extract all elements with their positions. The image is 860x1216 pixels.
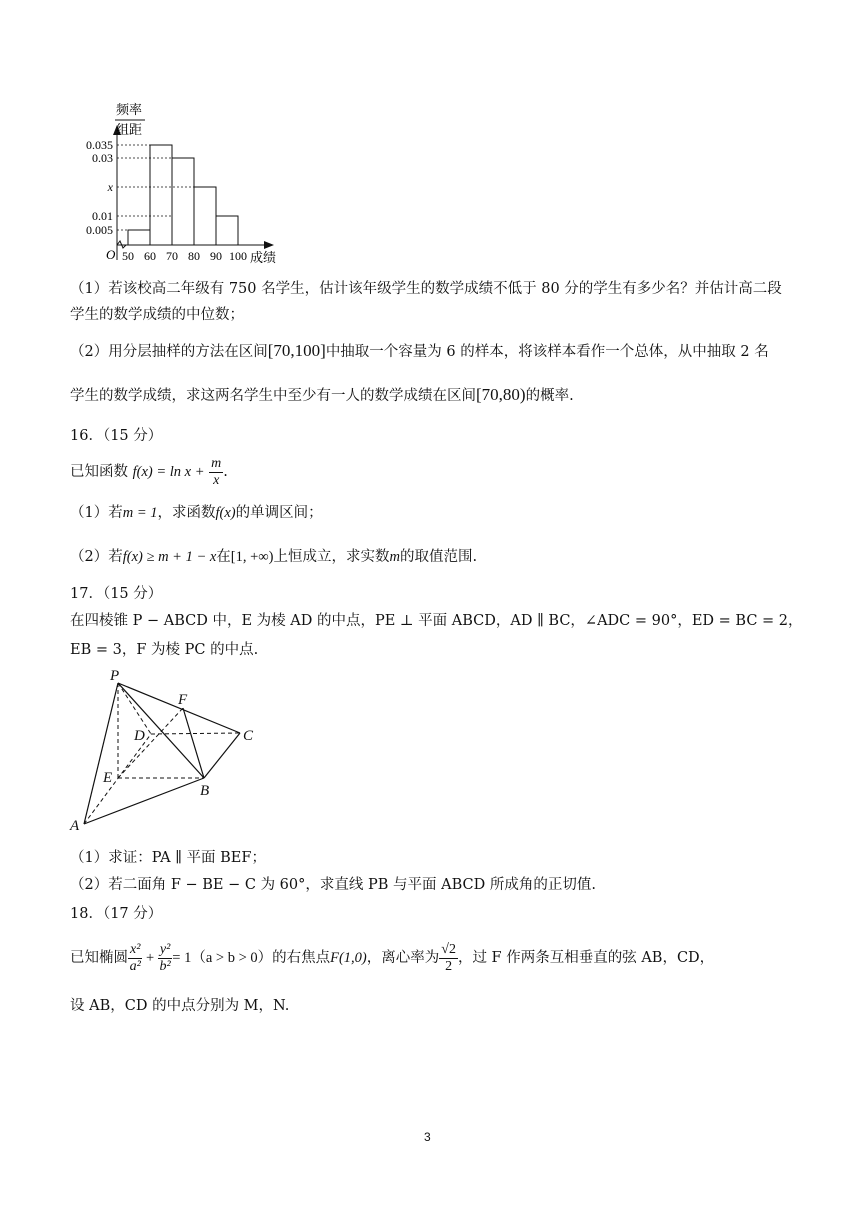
- q18-eq: = 1（a > b > 0）的右焦点: [172, 950, 331, 966]
- q17-part2: （2）若二面角 F − BE − C 为 60°，求直线 PB 与平面 ABCD 所成角的正切值.: [70, 877, 596, 893]
- label-F: F: [178, 692, 188, 708]
- q18-y2: y²: [159, 941, 171, 957]
- q18-stem-line1: 已知椭圆 $\frac{\text{x²}}{\text{a²}}$ + $\frac{\text{y²}}{\text{b²}}$ = 1（a > b > 0）的右焦点 F(1,0) ，离心率为 $\frac{√2}{2}$ ，过 F 作两条互相垂直的弦 AB，CD，: [70, 941, 715, 974]
- q16-p1-cond: m = 1: [122, 505, 158, 521]
- q16-p2-d: 的取值范围.: [399, 549, 478, 565]
- q15-part1-line2: 学生的数学成绩的中位数；: [70, 307, 244, 323]
- q16-function: f(x) = ln x +: [132, 464, 205, 480]
- q17-stem-line1: 在四棱锥 P − ABCD 中，E 为棱 AD 的中点，PE ⊥ 平面 ABCD，AD ∥ BC，∠ADC = 90°，ED = BC = 2，: [70, 613, 803, 629]
- q17-header: 17．（15 分）: [70, 586, 163, 602]
- q18-focus: F(1,0): [330, 950, 367, 966]
- histogram-bar: [172, 158, 194, 245]
- q15-part1-line1: （1）若该校高二年级有 750 名学生，估计该年级学生的数学成绩不低于 80 分的学生有多少名？并估计高二段: [70, 281, 782, 297]
- histogram-bar: [128, 230, 150, 245]
- y-tick-label: 0.01: [92, 209, 113, 223]
- q15-part2-text-b: 中抽取一个容量为 6 的样本，将该样本看作一个总体，从中抽取 2 名: [325, 344, 769, 360]
- ylabel-top: 频率: [116, 102, 143, 117]
- q15-interval-70-80: [70,80): [476, 385, 526, 404]
- q16-frac-num: m: [211, 455, 222, 471]
- pyramid-figure: [66, 668, 266, 836]
- q16-part2: [70, 547, 477, 567]
- q18-ecc-text: ，离心率为: [366, 950, 440, 966]
- q16-frac-den: x: [213, 472, 220, 488]
- q18-frac-y2-b2: [158, 942, 172, 975]
- label-B: B: [200, 783, 210, 799]
- q15-part2-line1: [70, 341, 769, 362]
- frequency-histogram: [70, 100, 290, 270]
- x-tick-label: 60: [144, 249, 156, 263]
- q16-p1-func: f(x): [215, 505, 236, 521]
- q15-part2-text-a: （2）用分层抽样的方法在区间: [70, 344, 268, 360]
- origin-label: O: [106, 247, 116, 262]
- label-A: A: [70, 818, 80, 834]
- q18-x2: x²: [130, 941, 141, 957]
- x-tick-label: 50: [122, 249, 134, 263]
- y-tick-label: x: [107, 180, 113, 194]
- q16-p2-ineq: f(x) ≥ m + 1 − x: [122, 549, 217, 565]
- q16-p2-interval: [1, +∞): [230, 549, 274, 565]
- q16-stem-text: 已知函数: [70, 464, 128, 480]
- q18-two: 2: [445, 958, 453, 974]
- q18-stem-a: 已知椭圆: [70, 950, 128, 966]
- histogram-bars: [128, 145, 238, 245]
- ylabel-bottom: 组距: [116, 122, 143, 137]
- q18-header: 18．（17 分）: [70, 906, 163, 922]
- q18-sqrt2: √2: [441, 941, 456, 957]
- histogram-bar: [216, 216, 238, 245]
- q15-interval-70-100: [70,100]: [267, 341, 326, 360]
- q16-p1-c: 的单调区间；: [235, 505, 323, 521]
- q18-rest: ，过 F 作两条互相垂直的弦 AB，CD，: [457, 950, 715, 966]
- edge-BC: [204, 733, 240, 778]
- x-tick-label: 90: [210, 249, 222, 263]
- q15-part2-text-c: 学生的数学成绩，求这两名学生中至少有一人的数学成绩在区间: [70, 388, 476, 404]
- label-P: P: [110, 668, 120, 684]
- edge-PA: [84, 683, 118, 824]
- x-tick-label: 70: [166, 249, 178, 263]
- x-axis-arrow: [264, 241, 274, 249]
- label-C: C: [243, 728, 254, 744]
- y-tick-label: 0.035: [86, 138, 113, 152]
- edge-PD: [118, 683, 151, 734]
- edge-PB: [118, 683, 204, 778]
- q15-part2-line2: [70, 385, 574, 406]
- x-tick-label: 80: [188, 249, 200, 263]
- q18-frac-x2-a2: [128, 942, 142, 975]
- q18-frac-sqrt2-2: [439, 942, 458, 975]
- label-E: E: [103, 770, 113, 786]
- q18-stem-line2: 设 AB，CD 的中点分别为 M，N.: [70, 998, 290, 1014]
- y-tick-label: 0.03: [92, 151, 113, 165]
- q16-fraction-m-over-x: [209, 456, 223, 489]
- edge-PC: [118, 683, 240, 733]
- histogram-bar: [150, 145, 172, 245]
- histogram-ticks: [86, 138, 247, 263]
- q17-stem-line2: EB = 3，F 为棱 PC 的中点.: [70, 642, 259, 658]
- q16-p2-m: m: [389, 549, 400, 565]
- q17-part1: （1）求证：PA ∥ 平面 BEF；: [70, 850, 266, 866]
- label-D: D: [134, 728, 145, 744]
- q16-p2-b: 在: [216, 549, 231, 565]
- q16-stem-end: .: [223, 464, 228, 480]
- q16-p1-b: ，求函数: [157, 505, 216, 521]
- q18-a2: a²: [129, 958, 141, 974]
- histogram-bar: [194, 187, 216, 245]
- q16-p2-c: 上恒成立，求实数: [273, 549, 390, 565]
- y-tick-label: 0.005: [86, 223, 113, 237]
- q15-part2-text-d: 的概率.: [525, 388, 574, 404]
- q18-b2: b²: [159, 958, 171, 974]
- q16-p2-a: （2）若: [70, 549, 123, 565]
- edge-AB: [84, 778, 204, 824]
- q16-header: 16．（15 分）: [70, 428, 163, 444]
- q16-part1: [70, 503, 323, 523]
- x-axis-label: 成绩: [250, 250, 277, 265]
- edge-FB: [183, 708, 204, 778]
- x-tick-label: 100: [229, 249, 247, 263]
- page-number: 3: [424, 1130, 431, 1144]
- q16-stem: [70, 452, 228, 492]
- q16-p1-a: （1）若: [70, 505, 123, 521]
